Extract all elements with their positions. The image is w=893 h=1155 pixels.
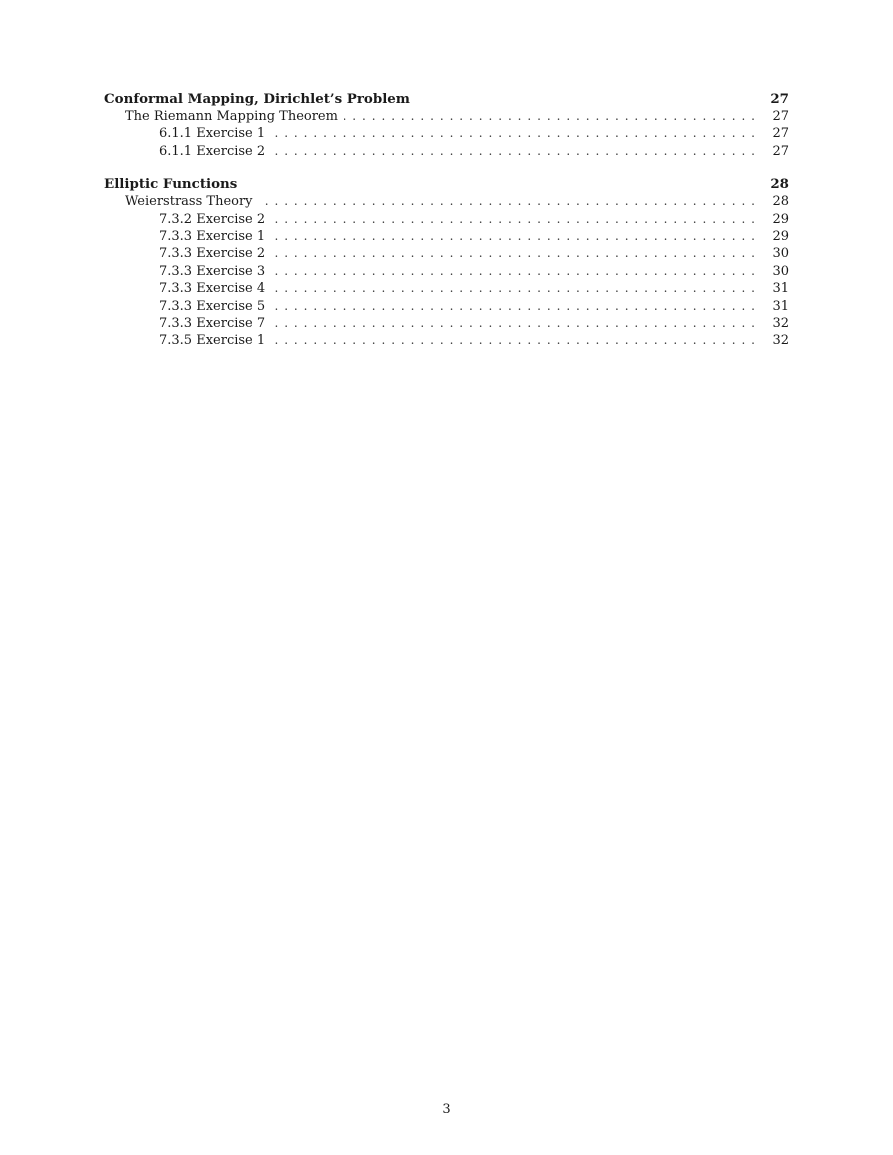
toc-section-entry[interactable]: [104, 108, 789, 125]
toc-chapter: [104, 175, 789, 350]
dot-leader: [259, 193, 755, 210]
toc-subsection-title: 6.1.1 Exercise 1: [159, 126, 266, 142]
toc-chapter-title: Elliptic Functions: [104, 176, 238, 193]
toc-page-number: 31: [772, 298, 789, 314]
toc-page-number: 29: [772, 211, 789, 227]
toc-page-number: 28: [770, 176, 789, 193]
toc-chapter: [104, 90, 789, 160]
toc-page-number: 30: [772, 263, 789, 279]
dot-leader: [271, 211, 755, 228]
dot-leader: [271, 332, 755, 349]
toc-subsection-entry[interactable]: [104, 143, 789, 160]
toc-page-number: 32: [772, 333, 789, 349]
dot-leader: [271, 280, 755, 297]
toc-subsection-entry[interactable]: [104, 245, 789, 262]
toc-page-number: 27: [770, 91, 789, 107]
dot-leader: [271, 143, 755, 160]
toc-page-number: 31: [772, 281, 789, 297]
toc-subsection-entry[interactable]: [104, 211, 789, 228]
toc-chapter-entry[interactable]: [104, 175, 789, 193]
toc-page-number: 32: [772, 315, 789, 331]
toc-subsection-title: 7.3.3 Exercise 5: [159, 298, 266, 314]
toc-subsection-title: 7.3.3 Exercise 2: [159, 246, 266, 262]
toc-subsection-title: 7.3.3 Exercise 3: [159, 263, 266, 279]
toc-subsection-title: 7.3.5 Exercise 1: [159, 333, 266, 349]
toc-subsection-title: 7.3.3 Exercise 4: [159, 281, 266, 297]
toc-subsection-title: 7.3.3 Exercise 1: [159, 228, 266, 244]
toc-page-number: 30: [772, 246, 789, 262]
toc-subsection-title: 6.1.1 Exercise 2: [159, 143, 266, 159]
dot-leader: [271, 298, 755, 315]
toc-page-number: 27: [772, 109, 789, 124]
dot-leader: [271, 245, 755, 262]
toc-page-number: 29: [772, 228, 789, 244]
toc-section-entry[interactable]: [104, 193, 789, 210]
toc-chapter-entry[interactable]: [104, 90, 789, 108]
toc-subsection-entry[interactable]: [104, 315, 789, 332]
toc-subsection-entry[interactable]: [104, 228, 789, 245]
toc-section-title: The Riemann Mapping Theorem: [125, 109, 338, 124]
toc-subsection-entry[interactable]: [104, 263, 789, 280]
dot-leader: [344, 108, 755, 125]
toc-subsection-entry[interactable]: [104, 280, 789, 297]
toc-subsection-title: 7.3.2 Exercise 2: [159, 211, 266, 227]
toc-section-title: Weierstrass Theory: [125, 194, 253, 210]
toc-subsection-entry[interactable]: [104, 298, 789, 315]
toc-page-number: 27: [772, 126, 789, 142]
toc-subsection-title: 7.3.3 Exercise 7: [159, 315, 266, 331]
table-of-contents: [104, 90, 789, 365]
toc-page-number: 28: [772, 194, 789, 210]
toc-subsection-entry[interactable]: [104, 125, 789, 142]
dot-leader: [271, 125, 755, 142]
toc-chapter-title: Conformal Mapping, Dirichlet’s Problem: [104, 91, 410, 107]
page-number-footer: 3: [442, 1102, 451, 1117]
dot-leader: [271, 315, 755, 332]
dot-leader: [271, 263, 755, 280]
dot-leader: [271, 228, 755, 245]
toc-page-number: 27: [772, 143, 789, 159]
toc-subsection-entry[interactable]: [104, 332, 789, 349]
